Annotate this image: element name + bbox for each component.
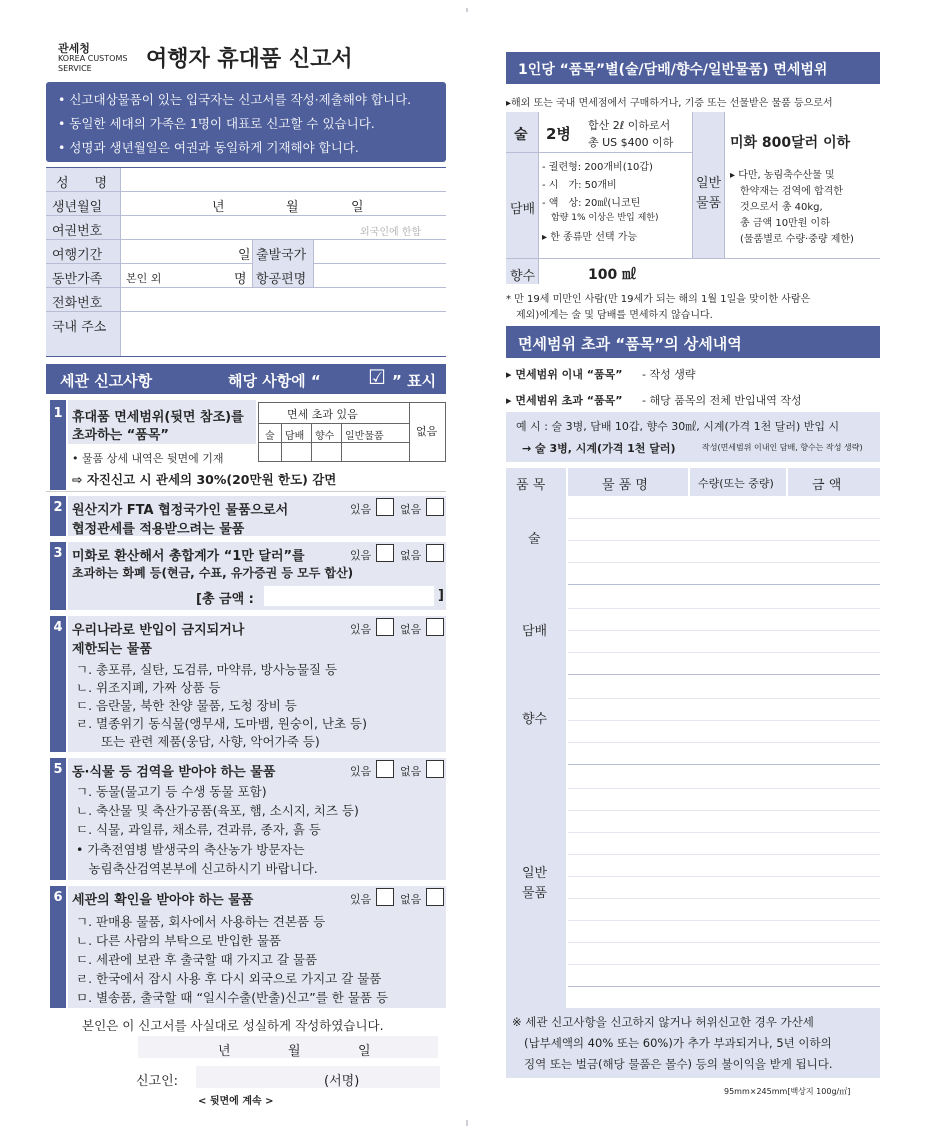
item-6-line: 세관의 확인을 받아야 하는 물품 (72, 893, 254, 908)
detail-row-input[interactable] (568, 898, 880, 920)
detail-row-input[interactable] (568, 810, 880, 832)
detail-row-input[interactable] (568, 788, 880, 810)
list-item: • 가축전염병 발생국의 축산농가 방문자는 (76, 842, 305, 857)
list-item: ㄴ. 축산물 및 축산가공품(육포, 햄, 소시지, 치즈 등) (76, 803, 359, 818)
tobacco-label: 담배 (510, 202, 536, 217)
passport-label: 여권번호 (52, 224, 103, 239)
family-label: 동반가족 (52, 272, 103, 287)
liquor-label: 술 (514, 127, 528, 143)
list-item: ㄱ. 동물(물고기 등 수생 동물 포함) (76, 784, 267, 799)
no-label: 없음 (400, 893, 422, 906)
period-input[interactable] (122, 241, 250, 261)
list-item: ㄷ. 식물, 과일류, 채소류, 견과류, 종자, 흙 등 (76, 822, 321, 837)
general-rule: ▸ 다만, 농림축수산물 및 (730, 170, 835, 181)
foreigner-hint: 외국인에 한함 (360, 227, 422, 238)
yes-label: 있음 (350, 623, 372, 636)
warning-box (506, 1008, 880, 1078)
item-3-no-checkbox[interactable] (426, 544, 444, 562)
detail-row-input[interactable] (568, 540, 880, 562)
list-item: ㄴ. 다른 사람의 부탁으로 반입한 물품 (76, 933, 281, 948)
date-month: 월 (288, 1044, 301, 1059)
list-item: ㄴ. 위조지폐, 가짜 상품 등 (76, 680, 221, 695)
item-1-title-2: 초과하는 “품목” (72, 428, 169, 443)
customs-section-header (46, 364, 446, 394)
no-label: 없음 (400, 503, 422, 516)
duty-free-intro: ▸해외 또는 국내 면세점에서 구매하거나, 기증 또는 선물받은 물품 등으로서 (506, 98, 833, 109)
item-5-yes-checkbox[interactable] (376, 760, 394, 778)
item-4-yes-checkbox[interactable] (376, 618, 394, 636)
perfume-checkbox[interactable] (313, 444, 340, 460)
general-rule: 것으로서 총 40kg, (730, 202, 823, 213)
item-4-line-2: 제한되는 물품 (72, 642, 152, 657)
item-number: 2 (50, 496, 66, 536)
liquor-desc-2: 총 US $400 이하 (588, 136, 674, 149)
item-number: 6 (50, 886, 66, 1008)
general-limit: 미화 800달러 이하 (730, 135, 851, 151)
family-count-input[interactable] (166, 265, 230, 285)
general-label-2: 물품 (696, 196, 722, 211)
declarant-signature-input[interactable] (196, 1066, 440, 1088)
row-perfume: 향수 (522, 712, 548, 727)
yes-label: 있음 (350, 549, 372, 562)
item-6-yes-checkbox[interactable] (376, 888, 394, 906)
notice-line: • 성명과 생년월일은 여권과 동일하게 기재해야 합니다. (58, 140, 359, 155)
org-name-ko: 관세청 (58, 42, 90, 55)
item-5-no-checkbox[interactable] (426, 760, 444, 778)
yes-label: 있음 (350, 893, 372, 906)
none-checkbox[interactable] (411, 444, 445, 460)
example-line-3: 작성(면세범위 이내인 담배, 향수는 작성 생략) (702, 443, 863, 452)
date-day: 일 (358, 1044, 371, 1059)
warning-line: ※ 세관 신고사항을 신고하지 않거나 허위신고한 경우 가산세 (512, 1015, 814, 1029)
notice-box (46, 82, 446, 162)
detail-row-input[interactable] (568, 720, 880, 742)
declaration-text: 본인은 이 신고서를 사실대로 성실하게 작성하였습니다. (82, 1018, 384, 1033)
col-general: 일반물품 (345, 431, 384, 442)
general-checkbox[interactable] (343, 444, 408, 460)
period-label: 여행기간 (52, 248, 103, 263)
item-4 (46, 616, 446, 752)
total-amount-label: [총 금액 : (196, 592, 254, 607)
detail-title: 면세범위 초과 “품목”의 상세내역 (518, 335, 742, 353)
yes-label: 있음 (350, 765, 372, 778)
detail-row-line (568, 674, 880, 675)
allowance-table (506, 112, 880, 284)
example-line-2: → 술 3병, 시계(가격 1천 달러) (522, 442, 676, 455)
detail-row-input[interactable] (568, 832, 880, 854)
list-item: 농림축산검역본부에 신고하시기 바랍니다. (76, 861, 318, 876)
detail-row-input[interactable] (568, 608, 880, 630)
item-number: 5 (50, 758, 66, 880)
tobacco-rule: - 액 상: 20㎖(니코틴 (542, 198, 641, 209)
personal-info-table (46, 167, 446, 357)
month-label: 월 (286, 200, 299, 215)
item-4-no-checkbox[interactable] (426, 618, 444, 636)
detail-row-input[interactable] (568, 496, 880, 518)
departure-input[interactable] (316, 241, 444, 261)
col-item: 품 목 (516, 478, 546, 493)
col-perfume: 향수 (315, 431, 335, 442)
no-label: 없음 (400, 765, 422, 778)
item-number: 4 (50, 616, 66, 752)
detail-row-line (568, 986, 880, 987)
detail-row-input[interactable] (568, 586, 880, 608)
row-tobacco: 담배 (522, 624, 548, 639)
item-number: 1 (50, 400, 66, 490)
detail-row-input[interactable] (568, 698, 880, 720)
address-label: 국내 주소 (52, 320, 107, 335)
warning-line-2: (납부세액의 40% 또는 60%)가 추가 부과되거나, 5년 이하의 (524, 1036, 832, 1050)
general-label: 일반 (696, 176, 722, 191)
detail-row-line (568, 584, 880, 585)
birth-label: 생년월일 (52, 200, 103, 215)
item-2-line-2: 협정관세를 적용받으려는 물품 (72, 522, 245, 537)
detail-row-input[interactable] (568, 742, 880, 764)
flight-input[interactable] (316, 265, 444, 285)
item-4-line: 우리나라로 반입이 금지되거나 (72, 623, 245, 638)
detail-row-input[interactable] (568, 964, 880, 986)
notice-line: • 신고대상물품이 있는 입국자는 신고서를 작성·제출해야 합니다. (58, 92, 412, 107)
customs-instruction: 해당 사항에 “ (228, 372, 321, 390)
item-1-note: • 물품 상세 내역은 뒷면에 기재 (72, 452, 224, 465)
item-3-line: 미화로 환산해서 총합계가 “1만 달러”를 (72, 549, 305, 564)
item-2-yes-checkbox[interactable] (376, 498, 394, 516)
col-liquor: 술 (265, 431, 275, 442)
item-1-benefit: ⇨ 자진신고 시 관세의 30%(20만원 한도) 감면 (72, 472, 337, 487)
list-item: ㄹ. 한국에서 잠시 사용 후 다시 외국으로 가지고 갈 물품 (76, 971, 382, 986)
date-year: 년 (218, 1044, 231, 1059)
perfume-qty: 100 ㎖ (588, 267, 637, 283)
list-item: ㄷ. 세관에 보관 후 출국할 때 가지고 갈 물품 (76, 952, 318, 967)
list-item: ㅁ. 별송품, 출국할 때 “일시수출(반출)신고”를 한 물품 등 (76, 990, 389, 1005)
detail-row-input[interactable] (568, 766, 880, 788)
warning-line-3: 징역 또는 벌금(해당 물품은 몰수) 등의 불이익을 받게 됩니다. (524, 1057, 833, 1071)
liquor-desc: 합산 2ℓ 이하로서 (588, 119, 671, 132)
liquor-qty: 2병 (546, 125, 571, 143)
tobacco-checkbox[interactable] (283, 444, 310, 460)
tobacco-rule: 함량 1% 이상은 반입 제한) (542, 213, 659, 223)
detail-row-input[interactable] (568, 920, 880, 942)
example-line: 예 시 : 술 3병, 담배 10갑, 향수 30㎖, 시계(가격 1천 달러) 반입 시 (516, 420, 840, 433)
col-amount: 금 액 (812, 478, 842, 493)
general-rule: (물품별로 수량·중량 제한) (730, 234, 854, 245)
family-count-unit: 명 (234, 272, 247, 287)
period-day-label: 일 (238, 248, 251, 263)
row-general: 일반 물품 (522, 866, 548, 901)
back-page (470, 12, 925, 1120)
list-item: ㄹ. 멸종위기 동식물(앵무새, 도마뱀, 원숭이, 난초 등) (76, 716, 367, 731)
detail-row-input[interactable] (568, 630, 880, 652)
duty-free-title: 1인당 “품목”별(술/담배/향수/일반물품) 면세범위 (518, 62, 828, 78)
tobacco-rule: ▸ 한 종류만 선택 가능 (542, 232, 638, 243)
item-6-no-checkbox[interactable] (426, 888, 444, 906)
total-amount-input[interactable] (264, 586, 434, 606)
detail-row-input[interactable] (568, 854, 880, 876)
detail-row-input[interactable] (568, 942, 880, 964)
col-name: 물 품 명 (602, 478, 648, 493)
checkbox-icon: ☑ (368, 365, 386, 389)
flight-label: 항공편명 (256, 272, 307, 287)
list-item: ㄱ. 판매용 물품, 회사에서 사용하는 견본품 등 (76, 914, 326, 929)
excess-table-head: 면세 초과 있음 (287, 408, 358, 421)
item-number: 3 (50, 542, 66, 610)
item-3-yes-checkbox[interactable] (376, 544, 394, 562)
detail-row-input[interactable] (568, 518, 880, 540)
rule-exceed-desc: - 해당 품목의 전체 반입내역 작성 (642, 394, 802, 407)
detail-row-input[interactable] (568, 876, 880, 898)
form-title: 여행자 휴대품 신고서 (146, 47, 353, 72)
general-rule: 총 금액 10만원 이하 (730, 218, 830, 229)
rule-within-desc: - 작성 생략 (642, 368, 696, 381)
rule-within: ▸ 면세범위 이내 “품목” (506, 368, 623, 381)
declarant-label: 신고인: (136, 1074, 179, 1089)
front-page (18, 12, 473, 1120)
tobacco-rule: - 시 가: 50개비 (542, 180, 617, 191)
item-2 (46, 496, 446, 536)
paper-spec: 95mm×245mm[백상지 100g/㎡] (724, 1087, 851, 1096)
signature-label: (서명) (324, 1074, 360, 1089)
liquor-checkbox[interactable] (260, 444, 280, 460)
no-label: 없음 (400, 549, 422, 562)
detail-row-input[interactable] (568, 652, 880, 674)
item-1-title: 휴대품 면세범위(뒷면 참조)를 (72, 410, 244, 425)
day-label: 일 (351, 200, 364, 215)
rule-exceed: ▸ 면세범위 초과 “품목” (506, 394, 623, 407)
birth-input[interactable] (122, 193, 444, 213)
minor-note: * 만 19세 미만인 사람(만 19세가 되는 해의 1월 1일을 맞이한 사람은 (506, 294, 811, 305)
item-5 (46, 758, 446, 880)
list-item: ㄱ. 총포류, 실탄, 도검류, 마약류, 방사능물질 등 (76, 662, 338, 677)
col-qty: 수량(또는 중량) (698, 477, 774, 490)
org-name-en: KOREA CUSTOMS (58, 54, 128, 63)
item-3 (46, 542, 446, 610)
duty-free-title-bar (506, 52, 880, 84)
item-2-line: 원산지가 FTA 협정국가인 물품으로서 (72, 503, 289, 518)
detail-row-line (568, 764, 880, 765)
family-self-label: 본인 외 (126, 272, 162, 285)
list-item: ㄷ. 음란물, 북한 찬양 물품, 도청 장비 등 (76, 698, 297, 713)
minor-note-2: 제외)에게는 술 및 담배를 면세하지 않습니다. (506, 310, 713, 321)
yes-label: 있음 (350, 503, 372, 516)
continue-note: < 뒷면에 계속 > (198, 1096, 274, 1107)
org-name-en-2: SERVICE (58, 64, 92, 73)
general-rule: 한약재는 검역에 합격한 (730, 186, 843, 197)
detail-row-input[interactable] (568, 676, 880, 698)
no-label: 없음 (400, 623, 422, 636)
col-tobacco: 담배 (285, 431, 305, 442)
item-3-line-2: 초과하는 화폐 등(현금, 수표, 유가증권 등 모두 합산) (72, 566, 354, 580)
example-box (506, 412, 880, 462)
address-input[interactable] (122, 313, 444, 355)
total-amount-close: ] (438, 588, 444, 603)
perfume-label: 향수 (510, 269, 536, 284)
tobacco-rule: - 궐련형: 200개비(10갑) (542, 162, 653, 173)
detail-table (506, 468, 880, 1008)
departure-label: 출발국가 (256, 248, 307, 263)
year-label: 년 (212, 200, 225, 215)
name-input[interactable] (122, 170, 444, 190)
detail-title-bar (506, 326, 880, 358)
row-liquor: 술 (528, 532, 541, 547)
phone-input[interactable] (122, 289, 444, 309)
list-item: 또는 관련 제품(웅담, 사향, 악어가죽 등) (76, 734, 320, 749)
notice-line: • 동일한 세대의 가족은 1명이 대표로 신고할 수 있습니다. (58, 116, 375, 131)
name-label: 성 명 (56, 176, 108, 191)
excess-table (258, 402, 446, 462)
item-2-no-checkbox[interactable] (426, 498, 444, 516)
customs-instruction-end: ” 표시 (392, 372, 437, 390)
item-6 (46, 886, 446, 1008)
none-label: 없음 (416, 425, 438, 438)
detail-row-input[interactable] (568, 562, 880, 584)
item-1 (46, 400, 446, 492)
phone-label: 전화번호 (52, 296, 103, 311)
item-5-line: 동·식물 등 검역을 받아야 하는 물품 (72, 765, 276, 780)
customs-title: 세관 신고사항 (60, 372, 153, 390)
